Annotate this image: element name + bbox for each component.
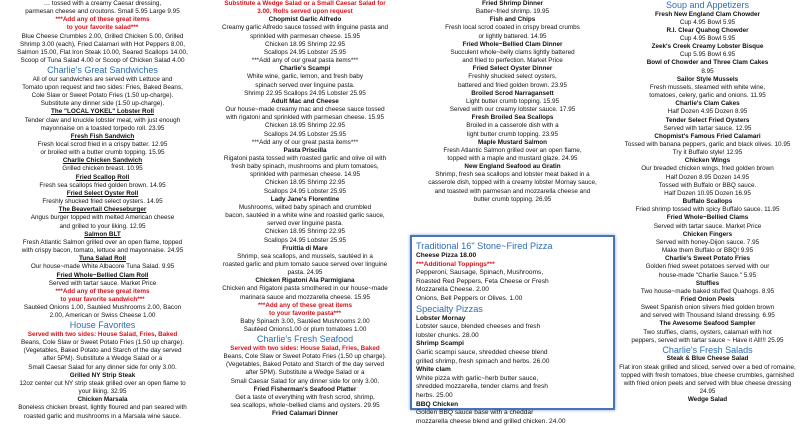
section-heading: Charlie's Fresh Salads	[662, 344, 753, 355]
menu-text: Our house~made creamy mac and cheese sauce tossed	[225, 106, 385, 114]
menu-text: Light butter crumb topping. 15.95	[465, 97, 560, 105]
menu-text: Scallops 24.95 Lobster 25.95	[263, 187, 347, 195]
menu-item-name: Fried Whole~Bellied Clam Dinner	[462, 40, 563, 48]
menu-text: (Vegetables, Baked Potato and Starch of the day served	[226, 361, 384, 369]
menu-text: after 5PM). Substitute a Wedge Salad or a	[42, 355, 163, 363]
menu-item-name: Charlie's Scampi	[279, 65, 331, 73]
menu-text: herbs. 25.00	[416, 391, 453, 399]
menu-text: Sweet Spanish onion slivers fried golden brown	[640, 304, 775, 312]
menu-text: 24.95	[699, 388, 716, 396]
menu-text: Our house~made White Albacore Tuna Salad. 9.95	[30, 263, 175, 271]
menu-item-name: Lobster Mornay	[416, 314, 466, 322]
menu-note: ***Add any of these great items	[257, 301, 353, 309]
menu-text: Fresh mussels, steamed with white wine,	[649, 83, 766, 91]
menu-item-name: Chopmist Garlic Alfredo	[268, 16, 342, 24]
menu-item-name: Sailor Style Mussels	[676, 75, 739, 83]
menu-text: Cole Slaw or Sweet Potato Fries (1.50 up-charge).	[31, 92, 174, 100]
menu-text: Scallops 24.95 Lobster 25.95	[263, 48, 347, 56]
menu-text: Get a taste of everything with fresh scrod, shrimp,	[235, 393, 375, 401]
menu-text: Tossed with banana peppers, garlic and black olives. 10.95	[624, 141, 791, 148]
menu-text: Fresh local scrod coated in crispy bread crumbs	[445, 24, 580, 32]
menu-text: Freshly shucked select oysters,	[468, 73, 557, 81]
menu-text: Roasted Red Peppers, Feta Cheese or Fresh	[416, 277, 549, 285]
menu-text: Fresh Atlantic Salmon grilled over an open flame, topped	[22, 238, 183, 246]
menu-text: Creamy garlic Alfredo sauce tossed with linguine pasta and	[221, 24, 389, 32]
menu-text: Succulent whole~belly clams lightly battered	[450, 48, 575, 56]
menu-text: fresh baby spinach, mushrooms and plum tomatoes,	[231, 163, 379, 171]
menu-item-name: Lady Jane's Florentine	[270, 195, 340, 203]
menu-note: 3.00. Rolls served upon request	[257, 8, 353, 16]
menu-text: Substitute any dinner side (1.50 up-charge).	[40, 100, 165, 108]
menu-item-name: R.I. Clear Quahog Chowder	[666, 26, 749, 34]
menu-text: Chicken 18.95 Shrimp 22.95	[264, 122, 346, 130]
menu-text: Shrimp, sea scallops, and mussels, sautéed in a	[237, 252, 373, 260]
menu-text: Tender claw and knuckle lobster meat, with just enough	[24, 116, 181, 124]
menu-item-name: Zeek's Creek Creamy Lobster Bisque	[651, 43, 764, 51]
menu-text: Half Dozen 4.95 Dozen 8.95	[667, 108, 748, 116]
menu-text: roasted garlic and mushrooms in a Marsala wine sauce.	[24, 412, 181, 420]
menu-item-name: Shrimp Scampi	[416, 340, 465, 348]
menu-text: Freshly shucked fried select oysters. 14.95	[42, 198, 163, 206]
menu-item-name: BBQ Chicken	[416, 400, 459, 408]
menu-item-name: Fresh New England Clam Chowder	[654, 10, 761, 18]
menu-item-name: Fried Calamari Dinner	[272, 410, 338, 418]
column-sandwiches	[0, 0, 205, 420]
menu-text: Small Caesar Salad for any dinner side for only 3.00.	[28, 363, 177, 371]
menu-text: ***Add any of our great pasta items***	[251, 138, 359, 146]
menu-text: Lobster sauce, blended cheeses and fresh	[416, 323, 541, 331]
menu-text: parmesan cheese and croutons. Small 5.95 Large 9.95	[25, 8, 180, 16]
menu-item-name: Charlie's Sweet Potato Fries	[664, 255, 751, 263]
menu-text: Mushrooms, wilted baby spinach and crumbled	[238, 203, 372, 211]
menu-item-name: Fish and Chips	[489, 16, 536, 24]
menu-text: Baby Spinach 3.00, Sautéed Mushrooms 2.00	[240, 318, 370, 326]
menu-text: roasted garlic and plum tomato sauce served over linguine	[222, 261, 388, 268]
specialty-pizzas-heading: Specialty Pizzas	[416, 303, 483, 314]
menu-item-name: White clam	[416, 366, 451, 374]
menu-text: Beans, Cole Slaw or Sweet Potato Fries (1.50 up charge).	[223, 353, 387, 361]
column-pasta-seafood	[205, 0, 405, 418]
menu-text: or lightly battered. 14.95	[478, 32, 547, 40]
menu-item-name: Charlie's Clam Cakes	[675, 100, 740, 108]
menu-text: Tossed with Buffalo or BBQ sauce.	[658, 181, 757, 189]
menu-text: Onions, Bell Peppers or Olives. 1.00	[416, 294, 523, 302]
menu-text: Two house~made baked stuffed Quahogs. 8.95	[640, 287, 775, 295]
menu-text: Fried shrimp tossed with spicy Buffalo sauce. 11.95	[635, 206, 780, 214]
menu-text: Mozzarella Cheese. 2.00	[416, 286, 489, 294]
menu-text: 8.95	[701, 67, 714, 75]
menu-text: Cup 4.95 Bowl 5.95	[679, 18, 736, 26]
menu-text: Served with tartar sauce. Market Price	[48, 279, 157, 287]
menu-text: Broiled in a casserole dish with a	[466, 122, 559, 130]
section-heading: Soup and Appetizers	[665, 0, 750, 10]
menu-item-name: Fried Scallop Roll	[75, 173, 130, 181]
menu-text: pasta. 24.95	[287, 269, 323, 277]
menu-item-name: Tender Select Fried Oysters	[665, 116, 750, 124]
menu-item-name: The Beavertail Cheeseburger	[58, 206, 147, 214]
menu-note: ***Add any of these great items	[55, 16, 150, 24]
menu-text: Grilled chicken breast. 10.95	[62, 165, 143, 173]
menu-text: Chicken 18.95 Shrimp 22.95	[264, 179, 346, 187]
menu-text: Flat iron steak grilled and sliced, served over a bed of romaine,	[619, 363, 796, 371]
menu-text: light butter crumb topping. 23.95	[467, 130, 558, 138]
menu-text: Shrimp 3.00 (each), Fried Calamari with Hot Peppers 8.00,	[19, 40, 185, 48]
menu-text: Blue Cheese Crumbles 2.00, Grilled Chicken 5.00, Grilled	[21, 32, 184, 40]
menu-text: ***Add any of our great pasta items***	[251, 57, 359, 65]
menu-note: to your favorite pasta***	[269, 309, 341, 317]
menu-item-name: Chicken Marsala	[77, 396, 128, 404]
menu-note: Substitute a Wedge Salad or a Small Caesar Salad for	[224, 0, 386, 7]
menu-text: lobster chunks. 28.00	[416, 331, 479, 339]
menu-text: Shrimp 22.95 Scallops 24.95 Lobster 25.95	[244, 89, 366, 97]
menu-text: with crispy bacon, tomato, lettuce and mayonnaise. 24.95	[21, 247, 184, 255]
menu-text: and toasted with parmesan and mozzarella cheese and	[434, 187, 591, 195]
menu-text: Scallops 24.95 Lobster 25.95	[263, 236, 347, 244]
menu-text: 2.00, American or Swiss Cheese 1.00	[49, 312, 156, 320]
menu-text: Small Caesar Salad for any dinner side for only 3.00.	[230, 377, 380, 385]
menu-text: mozzarella cheese blend and grilled chicken. 24.00	[416, 417, 566, 425]
menu-text: with rigatoni and sprinkled with parmesan cheese. 15.95	[226, 114, 384, 122]
menu-text: sea scallops, whole~bellied clams and oysters. 29.95	[230, 402, 380, 409]
menu-item-name: Fruittia di Mare	[282, 244, 328, 252]
menu-text: Boneless chicken breast, lightly floured and pan seared with	[18, 404, 187, 412]
menu-text: Salmon 15.00, Flat Iron Steak 10.00, Seared Scallops 14.00,	[17, 48, 188, 56]
menu-text: Tomato upon request and two sides: Fries, Baked Beans,	[22, 83, 183, 91]
menu-text: Try it Buffalo style! 12.95	[672, 149, 743, 157]
menu-item-name: Bowl of Chowder and Three Clam Cakes	[646, 59, 769, 67]
menu-text: and fried to perfection. Market Price	[462, 57, 563, 65]
menu-note: Served with two sides: House Salad, Fries, Baked	[27, 330, 178, 338]
menu-text: Served with tartar sauce. 12.95	[663, 124, 752, 132]
menu-text: spinach served over linguine pasta.	[255, 81, 355, 89]
menu-text: Cup 5.95 Bowl 6.95	[679, 51, 736, 59]
menu-item-name: Fresh Fish Sandwich	[70, 132, 135, 140]
menu-note: to your favorite sandwich***	[60, 295, 145, 303]
menu-text: casserole dish, topped with a creamy lobster Mornay sauce,	[428, 179, 597, 187]
menu-item-name: Pasta Priscilla	[283, 146, 327, 154]
menu-item-name: Wedge Salad	[687, 396, 728, 404]
menu-text: (Vegetables, Baked Potato and Starch of the day served	[23, 347, 182, 355]
menu-text: White wine, garlic, lemon, and fresh baby	[246, 73, 363, 81]
menu-text: and served with Thousand Island dressing. 6.95	[640, 312, 775, 320]
menu-text: with fried onion peels and served with blue cheese dressing	[623, 379, 792, 387]
menu-text: Fresh Atlantic Salmon grilled over an open flame,	[443, 146, 582, 154]
menu-text: Pepperoni, Sausage, Spinach, Mushrooms,	[416, 269, 544, 277]
menu-item-name: Fried Select Oyster Dinner	[472, 65, 553, 73]
menu-text: Half Dozen 8.95 Dozen 14.95	[665, 173, 750, 181]
menu-text: Batter~fried shrimp. 19.95	[475, 8, 550, 16]
menu-item-name: Fried Onion Peels	[680, 295, 735, 303]
menu-text: Sautéed Onions1.00 or plum tomatoes 1.00	[243, 326, 367, 334]
menu-text: Chicken 18.95 Shrimp 22.95	[264, 40, 346, 48]
menu-text: Rigatoni pasta tossed with roasted garlic and olive oil with	[223, 154, 387, 162]
menu-text: Beans, Cole Slaw or Sweet Potato Fries (1.50 up charge).	[21, 339, 184, 347]
menu-item-name: Grilled NY Strip Steak	[69, 371, 136, 379]
menu-text: butter crumb topping. 26.95	[473, 195, 552, 203]
menu-text: Served with honey-Dijon sauce. 7.95	[655, 238, 760, 246]
menu-text: Garlic scampi sauce, shredded cheese blend	[416, 348, 548, 356]
menu-text: Sautéed Onions 1.00, Sautéed Mushrooms 2.00, Bacon	[23, 304, 182, 312]
menu-text: sprinkled with parmesan cheese. 14.95	[249, 171, 361, 179]
menu-text: Scallops 24.95 Lobster 25.95	[263, 130, 347, 138]
menu-item-name: Fried Whole~Bellied Clams	[666, 214, 749, 222]
menu-item-name: Tuna Salad Roll	[78, 255, 127, 263]
menu-item-name: Fried Select Oyster Roll	[66, 189, 139, 197]
menu-item-name: Cheese Pizza 18.00	[416, 252, 477, 259]
menu-item-name: Chicken Wings	[684, 157, 731, 165]
menu-text: topped with a maple and mustard glaze. 24.95	[447, 154, 578, 162]
menu-text: after 5PM). Substitute a Wedge Salad or a	[245, 369, 365, 377]
menu-item-name: The "LOCAL YOKEL" Lobster Roll	[50, 108, 155, 116]
menu-item-name: Buffalo Scallops	[682, 198, 733, 206]
menu-item-name: Stuffies	[695, 279, 720, 287]
menu-text: Fresh sea scallops fried golden brown. 14.95	[39, 181, 166, 189]
menu-item-name: New England Seafood au Gratin	[464, 163, 561, 171]
menu-text: Two stuffies, clams, oysters, calamari with hot	[643, 328, 772, 336]
menu-text: mayonnaise on a toasted torpedo roll. 23.95	[40, 124, 165, 132]
menu-text: Half Dozen 10.95 Dozen 16.95	[664, 189, 751, 197]
pizza-title: Traditional 16" Stone~Fired Pizza	[416, 241, 553, 251]
menu-text: Golden BBQ sauce base with a cheddar	[416, 409, 534, 417]
menu-text: house-made "Charlie Sauce." 5.95	[658, 271, 757, 279]
menu-text: served over linguine pasta.	[267, 220, 343, 228]
menu-text: Scoop of Tuna Salad 4.00 or Scoop of Chicken Salad 4.00	[20, 57, 185, 65]
menu-text: and grilled to your liking. 12.95	[59, 222, 146, 230]
menu-item-name: Fresh Broiled Sea Scallops	[471, 114, 554, 122]
menu-text: Fresh local scrod fried in a crispy batter. 12.95	[37, 141, 168, 148]
menu-text: All of our sandwiches are served with Lettuce and	[32, 75, 173, 83]
menu-note: Served with two sides: House Salad, Fries, Baked	[230, 344, 380, 352]
menu-text: peppers, served with tartar sauce ~ Have it All!!! 25.95	[631, 336, 784, 344]
menu-text: Chicken and Rigatoni pasta smothered in our house~made	[222, 285, 388, 293]
menu-note: to your favorite salad***	[66, 24, 139, 32]
menu-text: White pizza with garlic~herb butter sauce,	[416, 374, 539, 382]
column-appetizers	[615, 0, 800, 404]
menu-item-name: Fried Whole~Bellied Clam Roll	[56, 271, 149, 279]
menu-item-name: The Awesome Seafood Sampler	[659, 320, 756, 328]
section-heading: Charlie's Great Sandwiches	[47, 65, 158, 76]
menu-text: Cup 4.95 Bowl 5.95	[679, 34, 736, 42]
section-heading: Charlie's Fresh Seafood	[256, 334, 354, 345]
menu-text: Served with tartar sauce. Market Price	[653, 222, 762, 230]
menu-text: shredded mozzarella, tender clams and fresh	[416, 383, 548, 391]
menu-text: sprinkled with parmesan cheese. 15.95	[249, 32, 361, 40]
menu-item-name: Chicken Fingers	[682, 230, 733, 238]
menu-item-name: Chicken Rigatoni Ala Parmigiana	[255, 277, 355, 285]
menu-item-name: Fried Fisherman's Seafood Platter	[253, 385, 357, 393]
menu-item-name: Steak & Blue Cheese Salad	[666, 355, 749, 363]
menu-text: … tossed with a creamy Caesar dressing,	[43, 0, 162, 7]
menu-item-name: Maple Mustard Salmon	[477, 138, 548, 146]
menu-text: 12oz center cut NY strip steak grilled over an open flame to	[19, 379, 186, 387]
menu-item-name: Salmon BLT	[84, 230, 121, 238]
menu-text: or broiled with a butter crumb topping. 15.95	[40, 149, 165, 157]
menu-text: bacon, sautéed in a white wine and roasted garlic sauce,	[225, 212, 385, 220]
menu-text: Shrimp, fresh sea scallops and lobster meat baked in a	[435, 171, 590, 179]
menu-item-name: Charlie Chicken Sandwich	[62, 157, 143, 165]
menu-text: Make them Buffalo or BBQ! 9.95	[661, 247, 754, 255]
section-heading: House Favorites	[69, 320, 136, 331]
menu-text: Served with our creamy lobster sauce. 17.95	[449, 106, 576, 114]
menu-text: topped with fresh tomatoes, blue cheese crumbles, garnished	[621, 371, 794, 379]
menu-text: battered and fried golden brown. 23.95	[458, 81, 567, 89]
menu-item-name: Fried Shrimp Dinner	[482, 0, 543, 7]
menu-text: Our breaded chicken wings, fried golden brown	[641, 165, 774, 173]
menu-item-name: Broiled Scrod Narragansett	[471, 89, 554, 97]
menu-text: Golden fried sweet potatoes served with our	[645, 263, 770, 271]
menu-text: your liking. 32.95	[78, 388, 127, 396]
menu-text: Chicken 18.95 Shrimp 22.95	[264, 228, 346, 236]
menu-text: grilled shrimp, fresh spinach and herbs. 26.00	[416, 357, 550, 365]
pizza-box	[410, 235, 615, 425]
menu-note: ***Add any of these great items	[55, 287, 150, 295]
menu-item-name: Chopmist's Famous Fried Calamari	[654, 132, 761, 140]
menu-text: tomatoes, celery, garlic and onions. 11.95	[649, 92, 766, 100]
menu-text: Angus burger topped with melted American cheese	[30, 214, 175, 222]
menu-item-name: Adult Mac and Cheese	[271, 97, 339, 105]
menu-text: marinara sauce and mozzarella cheese. 15.95	[239, 293, 371, 301]
menu-note: ***Additional Toppings***	[416, 260, 495, 268]
